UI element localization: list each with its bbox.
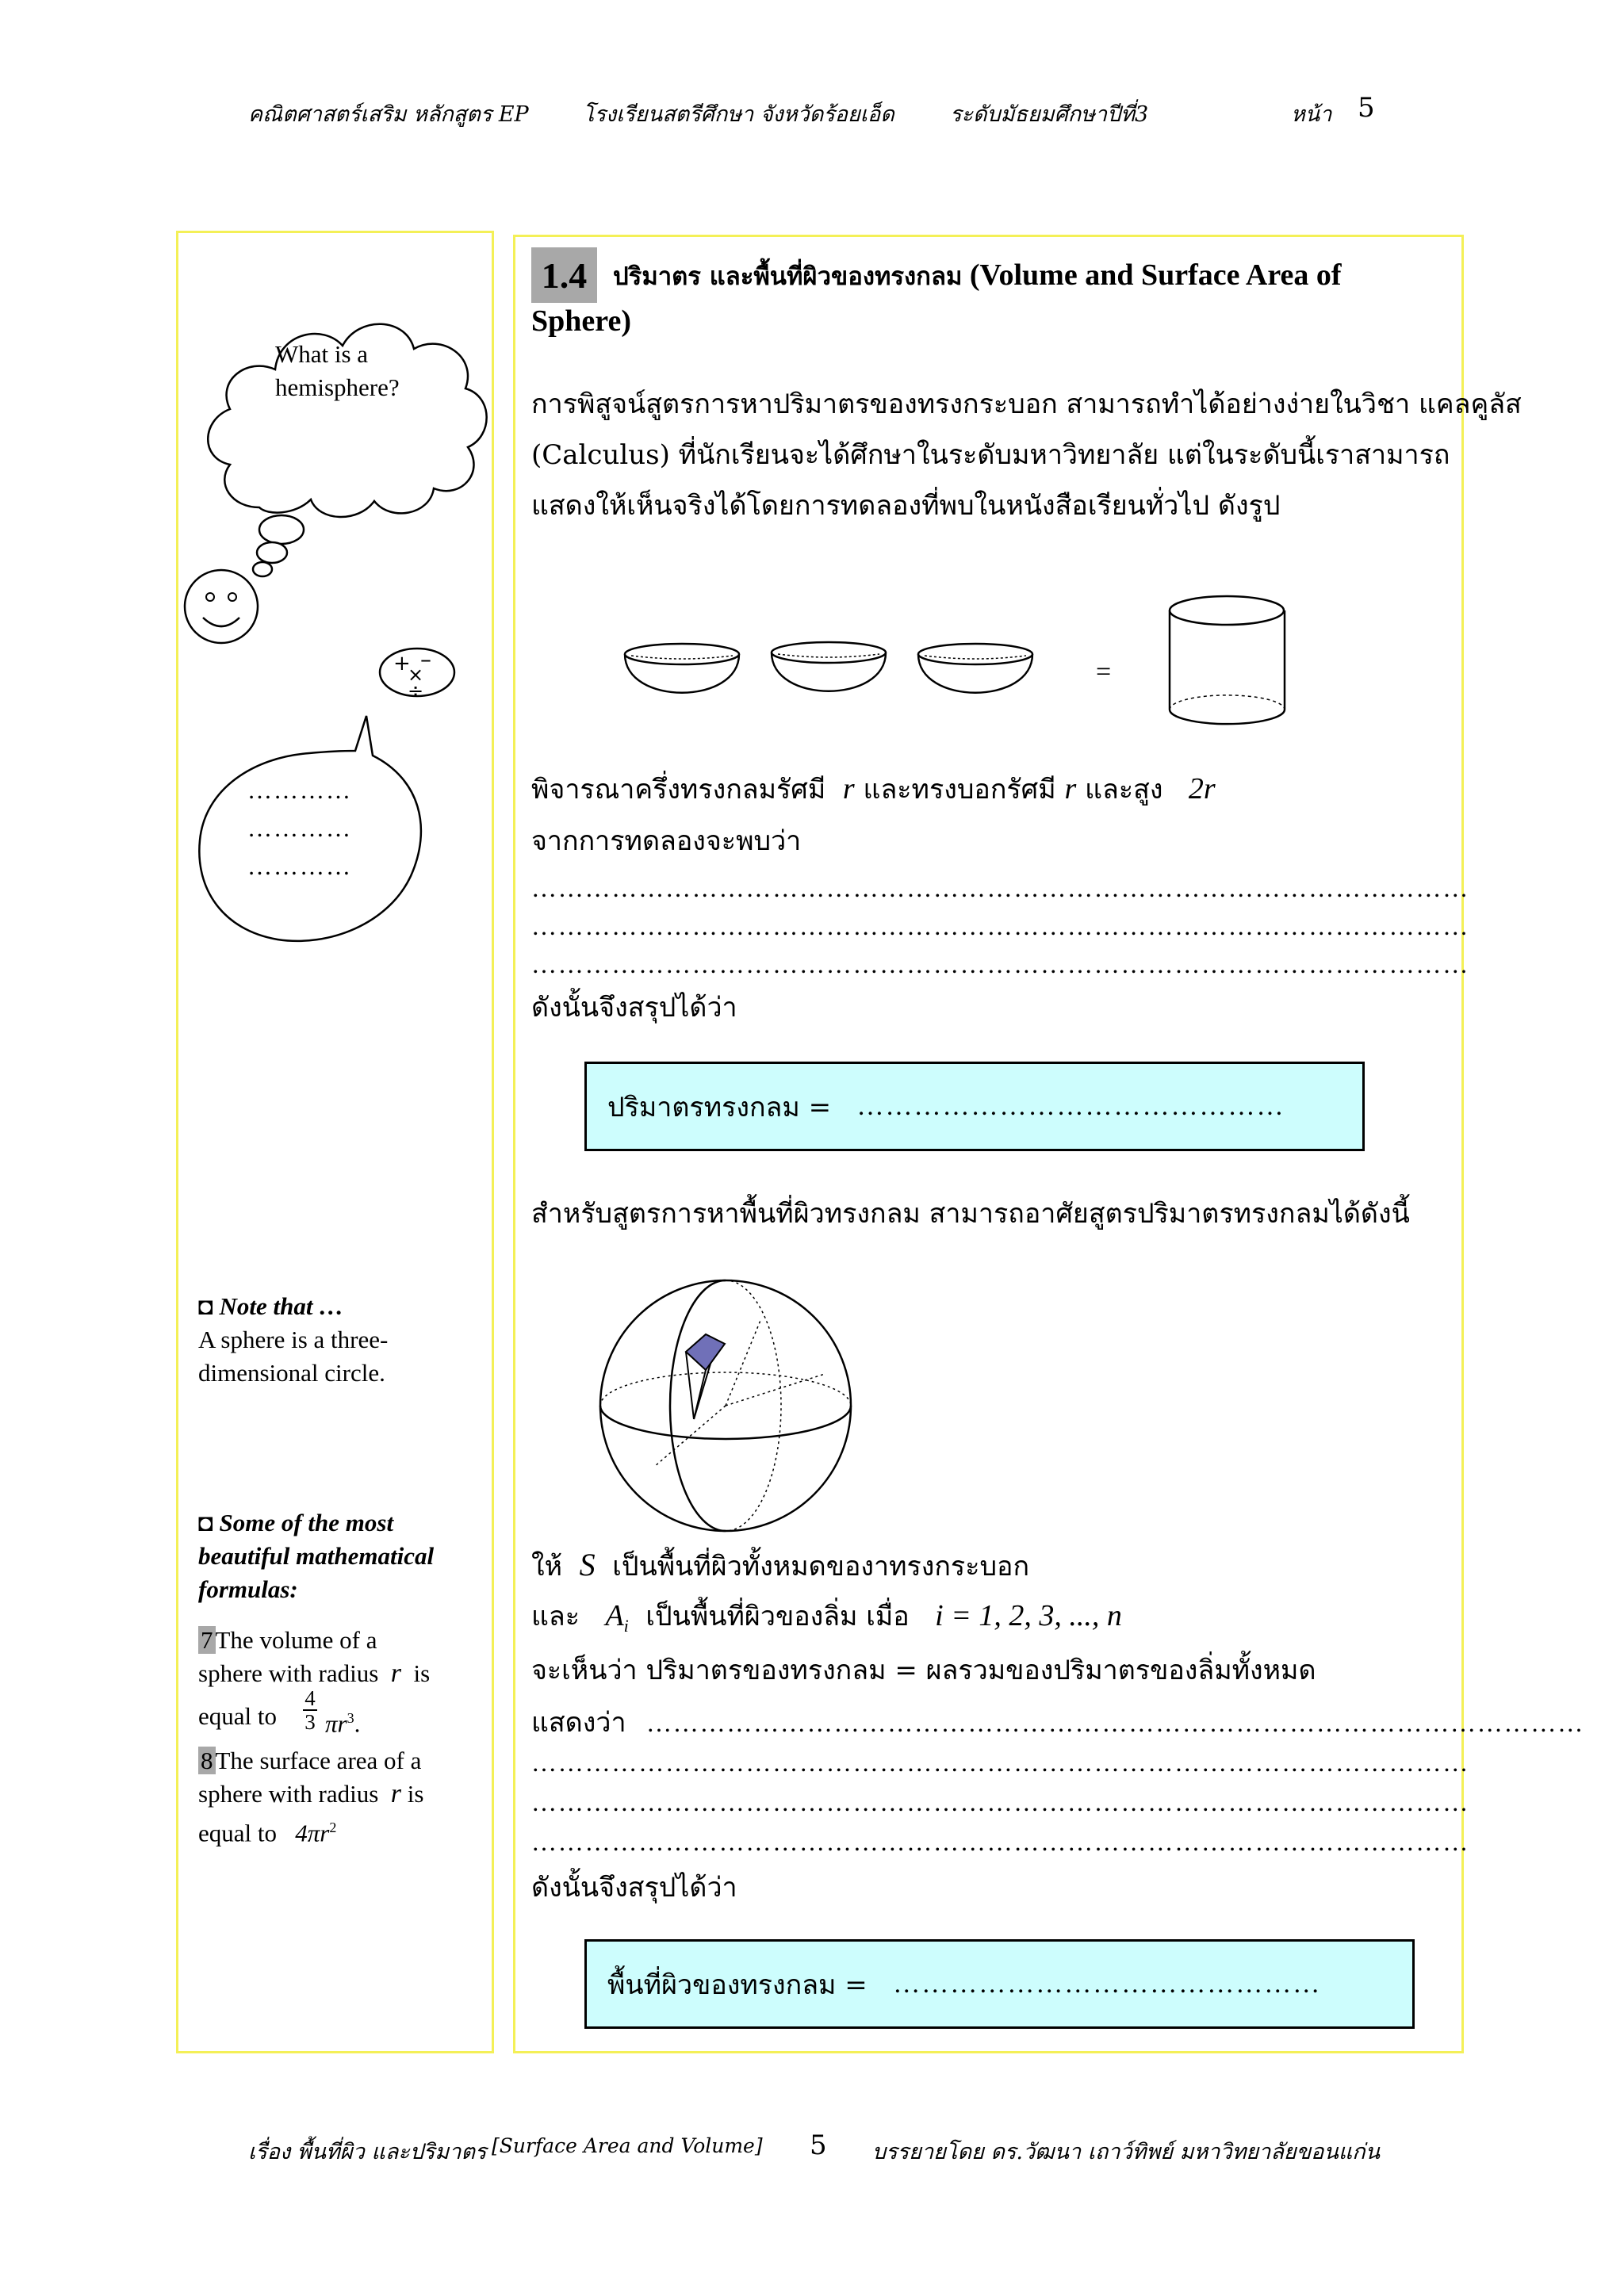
header-school: โรงเรียนสตรีศึกษา จังหวัดร้อยเอ็ด: [583, 102, 894, 127]
surface-intro-line: สำหรับสูตรการหาพื้นที่ผิวทรงกลม สามารถอาศัยสูตรปริมาตรทรงกลมได้ดังนี้: [531, 1198, 1410, 1230]
smiley-face-icon: [179, 565, 266, 652]
svg-text:+: +: [393, 652, 411, 675]
header-page-number: 5: [1358, 92, 1375, 124]
consider-h: 2r: [1188, 772, 1216, 806]
consider-line: [531, 771, 1216, 808]
dots-line-5: ……………………………………………………………………………………………: [531, 1788, 1469, 1816]
formulas-bullet-icon: ◘: [198, 1509, 213, 1536]
formula-8-number: 8: [198, 1747, 216, 1774]
note-block: [198, 1290, 484, 1390]
formula-7-period: .: [354, 1709, 361, 1738]
formula-8-var: r: [390, 1779, 402, 1808]
svg-text:×: ×: [408, 664, 424, 686]
formula-8-line-1: The surface area of a: [215, 1747, 422, 1774]
conclude-line-2: ดังนั้นจึงสรุปได้ว่า: [531, 1872, 737, 1904]
thought-line-1: What is a: [275, 340, 369, 368]
and-a-line: [531, 1598, 1122, 1644]
dots-line-2: ……………………………………………………………………………………………: [531, 912, 1469, 940]
consider-pre: พิจารณาครึ่งทรงกลมรัศมี: [531, 774, 826, 806]
section-number: 1.4: [531, 247, 597, 303]
speech-line-2: …………: [247, 814, 352, 842]
see-line: จะเห็นว่า ปริมาตรของทรงกลม = ผลรวมของปริมาตรของลิ่มทั้งหมด: [531, 1655, 1316, 1686]
svg-text:÷: ÷: [408, 679, 424, 702]
formula-7-fraction: [303, 1687, 317, 1733]
thought-dot-medium: [257, 542, 287, 563]
speech-text: [247, 771, 352, 886]
dots-line-4: ……………………………………………………………………………………………: [531, 1748, 1469, 1777]
formula-8-tail: is: [407, 1780, 424, 1808]
formula-8-equal-to: equal to: [198, 1819, 277, 1847]
note-line-2: dimensional circle.: [198, 1359, 385, 1387]
and-a-cond: i = 1, 2, 3, ..., n: [935, 1599, 1122, 1632]
formula-7-line-1: The volume of a: [215, 1626, 377, 1654]
let-s-post: เป็นพื้นที่ผิวทั้งหมดของาทรงกระบอก: [612, 1551, 1030, 1582]
formula-7-line-2: sphere with radius: [198, 1659, 379, 1687]
surface-dots: ………………………………………: [893, 1969, 1322, 1999]
consider-r2: r: [1064, 772, 1077, 806]
header-course: คณิตศาสตร์เสริม หลักสูตร EP: [248, 102, 529, 127]
volume-formula-box: [584, 1062, 1365, 1151]
thought-dot-large: [259, 515, 304, 544]
let-s-line: [531, 1547, 1029, 1585]
speech-line-1: …………: [247, 776, 352, 804]
surface-formula-box: [584, 1939, 1415, 2029]
hemisphere-2: [772, 642, 886, 691]
and-a-sub: i: [623, 1615, 629, 1636]
volume-label: ปริมาตรทรงกลม =: [607, 1091, 832, 1123]
formulas-title-2: beautiful mathematical: [198, 1542, 435, 1570]
show-label: แสดงว่า: [531, 1707, 626, 1739]
intro-line-2: (Calculus) ที่นักเรียนจะได้ศึกษาในระดับมหาวิทยาลัย แต่ในระดับนี้เราสามารถ: [531, 439, 1450, 471]
formula-7-frac-den: 3: [304, 1710, 316, 1734]
surface-label: พื้นที่ผิวของทรงกลม =: [607, 1969, 868, 2001]
consider-mid: และทรงบอกรัศมี: [863, 774, 1056, 806]
consider-r1: r: [842, 772, 855, 806]
formula-7-tail: is: [413, 1659, 431, 1687]
formulas-block: [198, 1506, 488, 1850]
formula-7-var: r: [390, 1659, 402, 1688]
volume-dots: ………………………………………: [856, 1091, 1285, 1121]
dots-line-6: ……………………………………………………………………………………………: [531, 1827, 1469, 1856]
thought-text: [275, 338, 400, 404]
conclude-line-1: ดังนั้นจึงสรุปได้ว่า: [531, 992, 737, 1024]
intro-line-3: แสดงให้เห็นจริงได้โดยการทดลองที่พบในหนังสือเรียนทั่วไป ดังรูป: [531, 490, 1281, 522]
formula-7-expr: πr: [325, 1709, 347, 1738]
formula-7-exp: 3: [347, 1710, 354, 1726]
formula-8-line-2: sphere with radius: [198, 1780, 379, 1808]
let-s-var: S: [579, 1547, 596, 1582]
hemisphere-1: [625, 644, 739, 693]
found-line: จากการทดลองจะพบว่า: [531, 825, 802, 857]
header-level: ระดับมัธยมศึกษาปีที่3: [950, 102, 1149, 127]
intro-line-1: การพิสูจน์สูตรการหาปริมาตรของทรงกระบอก สามารถทำได้อย่างง่ายในวิชา แคลคูลัส: [531, 388, 1522, 420]
footer-topic-en: [Surface Area and Volume]: [492, 2134, 763, 2157]
note-line-1: A sphere is a three-: [198, 1326, 389, 1353]
equals-sign: =: [1096, 657, 1112, 687]
thought-line-2: hemisphere?: [275, 373, 400, 401]
formula-7-frac-num: 4: [304, 1686, 316, 1710]
let-s-pre: ให้: [531, 1551, 563, 1582]
formulas-title-1: Some of the most: [219, 1509, 394, 1536]
formula-7-number: 7: [198, 1626, 216, 1654]
dots-line-3: ……………………………………………………………………………………………: [531, 950, 1469, 978]
section-title-line-1: [613, 256, 1342, 296]
formula-8-expr: 4πr: [295, 1819, 330, 1847]
note-bullet-icon: ◘: [198, 1292, 213, 1320]
sphere-wedge-figure: [595, 1280, 864, 1534]
svg-text:–: –: [420, 646, 431, 672]
and-a-pre: และ: [531, 1601, 580, 1632]
math-operators-icon: [376, 643, 458, 702]
footer-topic: เรื่อง พื้นที่ผิว และปริมาตร: [248, 2140, 487, 2164]
consider-post: และสูง: [1085, 774, 1163, 806]
and-a-mid: เป็นพื้นที่ผิวของลิ่ม เมื่อ: [645, 1601, 910, 1632]
thought-bubble: [176, 270, 501, 603]
show-dots-line: ……………………………………………………………………………………………: [646, 1709, 1584, 1737]
hemisphere-3: [918, 644, 1032, 693]
header-page-label: หน้า: [1291, 102, 1332, 127]
and-a-var: A: [605, 1599, 624, 1632]
formulas-title-3: formulas:: [198, 1575, 298, 1603]
formula-8-exp: 2: [329, 1820, 337, 1835]
cylinder: [1170, 596, 1285, 724]
speech-line-3: …………: [247, 852, 352, 880]
section-title-en-2: Sphere): [531, 304, 631, 338]
note-title: Note that …: [219, 1292, 344, 1320]
section-title-th: ปริมาตร และพื้นที่ผิวของทรงกลม: [613, 262, 963, 291]
footer-author: บรรยายโดย ดร.วัฒนา เถาว์ทิพย์ มหาวิทยาลัยขอนแก่น: [872, 2140, 1381, 2164]
footer-page-number: 5: [810, 2130, 827, 2161]
dots-line-1: ……………………………………………………………………………………………: [531, 874, 1469, 902]
section-title-en-1: (Volume and Surface Area of: [969, 258, 1342, 292]
formula-7-equal-to: equal to: [198, 1702, 277, 1730]
hemispheres-cylinder-figure: [611, 587, 1308, 745]
